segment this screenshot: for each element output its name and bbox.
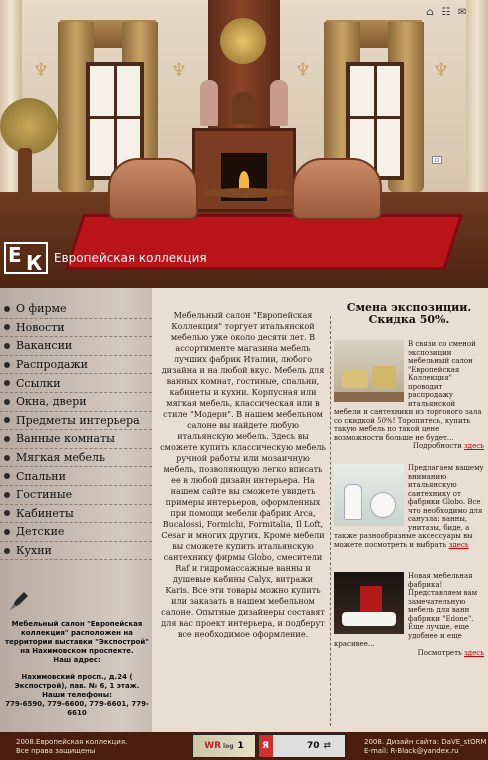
sidebar-item-sales[interactable] xyxy=(0,356,152,375)
bullet-icon xyxy=(4,417,10,423)
rights-line: Все права защищены xyxy=(16,747,96,755)
sidebar-item-offices[interactable] xyxy=(0,505,152,524)
bullet-icon xyxy=(4,455,10,461)
sidebar-item-living-rooms[interactable] xyxy=(0,486,152,505)
news-more xyxy=(334,442,484,451)
statue-right xyxy=(270,80,288,126)
sidebar-item-label: Вакансии xyxy=(16,339,73,353)
bullet-icon xyxy=(4,492,10,498)
news-more xyxy=(334,649,484,658)
counter-label: WR xyxy=(204,740,222,751)
candle-sconce-icon: ♆ xyxy=(294,60,312,81)
address-block xyxy=(2,620,152,718)
bullet-icon xyxy=(4,324,10,330)
bullet-icon xyxy=(4,362,10,368)
header-banner xyxy=(0,0,488,288)
address-label: Наш адрес: xyxy=(53,656,101,664)
mantel-clock xyxy=(232,92,256,124)
yandex-counter[interactable] xyxy=(258,734,346,758)
sidebar-item-bathrooms[interactable] xyxy=(0,430,152,449)
fountain-pen-icon xyxy=(6,586,34,614)
column-divider xyxy=(330,316,331,726)
bullet-icon xyxy=(4,306,10,312)
webrating-counter[interactable] xyxy=(192,734,256,758)
coat-of-arms-decor xyxy=(220,18,266,64)
bullet-icon xyxy=(4,473,10,479)
home-icon[interactable]: ⌂ xyxy=(426,7,434,18)
about-article: Мебельный салон "Европейская Коллекция" торгует итальянской мебелью уже около десяти лет. В ассортименте магазина мебель лучших фабрик Италии, любого дизайна и на любой вкус. Мебель для ванных комнат, гостиные, спальни, кабинеты и кухни. Корпусная или мягкая мебель, классическая или в стиле "Модерн". В нашем мебельном салоне вы найдете любую итальянскую мебель. Здесь вы сможете купить классическую мебель ручной работы или мозаичную мебель, позволяющую легко вписать ее в любой дизайн интерьера. На нашем сайте вы сможете увидеть примеры интерьеров, оформленных при помощи мебели фабрик Arca, Bucalossi, Formichi, Formitalia, Il Loft, Cesar и многих других. Кроме мебели вы сможете купить итальянскую сантехнику фирмы Globo, смесители Raf и гидромассажные ванны и душевые кабины Calyx, витражи Karis. Все эти товары можно купить или заказать в нашем мебельном салоне. Опытные дизайнеры составят для вас проект интерьера, и подберут все необходимое оформление. xyxy=(160,310,326,639)
refresh-icon: ⇄ xyxy=(323,740,332,751)
phones-label: Наши телефоны: xyxy=(42,691,112,699)
sidebar-item-label: Распродажи xyxy=(16,358,88,372)
logo-text: Европейская коллекция xyxy=(54,251,207,265)
counter-sublabel: log xyxy=(223,742,234,750)
armchair-right xyxy=(292,158,382,220)
news-image-living-room[interactable] xyxy=(334,340,404,402)
news-item-edone xyxy=(334,572,484,657)
bullet-icon xyxy=(4,343,10,349)
design-credit: 2008. Дизайн сайта: DaVE_stORM xyxy=(364,738,487,746)
design-email[interactable]: E-mail: R-Black@yandex.ru xyxy=(364,747,459,755)
news-item-sale xyxy=(334,340,484,451)
bullet-icon xyxy=(4,548,10,554)
bullet-icon xyxy=(4,399,10,405)
news-text: Новая мебельная фабрика! Представляем вам замечательную мебель для ванн фабрики "Edone". Еще лучше, еще удобнее и еще красивее... xyxy=(334,572,478,648)
plant-decor xyxy=(0,98,58,154)
statue-left xyxy=(200,80,218,126)
sidebar-item-about[interactable] xyxy=(0,300,152,319)
counter-badges xyxy=(192,734,346,758)
sidebar-item-kitchens[interactable] xyxy=(0,542,152,561)
bullet-icon xyxy=(4,436,10,442)
promo-title: Смена экспозиции. Скидка 50%. xyxy=(346,301,472,326)
news-more-link[interactable]: здесь xyxy=(463,442,484,450)
main-content xyxy=(152,288,488,732)
footer-copyright xyxy=(16,738,127,756)
fireplace xyxy=(192,128,296,212)
sidebar-item-label: Кабинеты xyxy=(16,506,74,520)
sidebar-nav xyxy=(0,288,152,560)
footer xyxy=(0,732,488,760)
sidebar-item-windows-doors[interactable] xyxy=(0,393,152,412)
wall-pillar-right xyxy=(466,0,488,210)
bullet-icon xyxy=(4,380,10,386)
copyright-line: 2008.Европейская коллекция. xyxy=(16,738,128,746)
sidebar-item-label: Окна, двери xyxy=(16,395,87,409)
counter-value: 1 xyxy=(237,740,244,751)
sidebar-item-interior[interactable] xyxy=(0,412,152,431)
scene-toggle-button[interactable]: ▫ xyxy=(432,156,442,164)
news-text: Предлагаем вашему вниманию итальянскую сантехнику от фабрики Globo. Все что необходимо для санузла: ванны, унитазы, биде, а также разнообразные аксессуары вы можете посмотреть и выбрать xyxy=(334,464,484,549)
footer-credits xyxy=(364,738,486,756)
candle-sconce-icon: ♆ xyxy=(432,60,450,81)
news-item-globo xyxy=(334,464,484,549)
sidebar-item-label: О фирме xyxy=(16,302,67,316)
bullet-icon xyxy=(4,510,10,516)
coffee-table xyxy=(204,188,288,198)
counter-label: Я xyxy=(262,740,269,751)
sidebar-item-kids[interactable] xyxy=(0,523,152,542)
candle-sconce-icon: ♆ xyxy=(170,60,188,81)
sidebar-item-bedrooms[interactable] xyxy=(0,467,152,486)
news-more-link[interactable]: здесь xyxy=(463,648,484,657)
sidebar-item-label: Новости xyxy=(16,320,65,334)
news-more-prefix: Подробности xyxy=(412,442,462,450)
logo-mark xyxy=(4,242,48,274)
sidebar-item-vacancies[interactable] xyxy=(0,337,152,356)
armchair-left xyxy=(108,158,198,220)
sitemap-icon[interactable]: ☷ xyxy=(441,7,451,18)
phone-numbers: 779-6590, 779-6600, 779-6601, 779-6610 xyxy=(5,700,149,717)
bullet-icon xyxy=(4,529,10,535)
address-street: Нахимовский просп., д.24 ( Экспострой), пав. № 6, 1 этаж. xyxy=(14,673,140,690)
sidebar-item-label: Ванные комнаты xyxy=(16,432,115,446)
news-image-bathroom[interactable] xyxy=(334,464,404,526)
vase-decor xyxy=(18,148,32,206)
logo-letter-top: Е xyxy=(8,243,22,267)
news-image-edone-bath[interactable] xyxy=(334,572,404,634)
site-logo[interactable] xyxy=(4,242,207,274)
sidebar-item-label: Кухни xyxy=(16,544,52,558)
address-intro: Мебельный салон "Европейская коллекция" расположен на территории выставки "Экспострой" на Нахимовском проспекте. xyxy=(5,620,149,655)
sidebar-item-upholstered[interactable] xyxy=(0,449,152,468)
sidebar xyxy=(0,288,152,732)
sidebar-item-label: Мягкая мебель xyxy=(16,451,106,465)
sidebar-item-label: Ссылки xyxy=(16,376,61,390)
sidebar-item-label: Предметы интерьера xyxy=(16,413,140,427)
news-more-prefix: Посмотреть xyxy=(417,648,462,657)
mail-icon[interactable]: ✉ xyxy=(457,7,467,18)
candle-sconce-icon: ♆ xyxy=(32,60,50,81)
counter-value: 70 xyxy=(306,740,320,751)
top-icon-bar xyxy=(424,8,468,18)
sidebar-item-label: Спальни xyxy=(16,469,66,483)
news-more-link[interactable]: здесь xyxy=(448,540,469,549)
sidebar-item-label: Детские xyxy=(16,525,65,539)
logo-letter-bottom: К xyxy=(26,251,43,275)
news-text: В связи со сменой экспозиции мебельный салон "Европейская Коллекция" проводит распродажу итальянской мебели и сантехники из торгового зала со скидкой 50%! Торопитесь, купить такую мебель по такой цене возможности больше не будет... xyxy=(334,340,482,442)
sidebar-item-news[interactable] xyxy=(0,319,152,338)
sidebar-item-label: Гостиные xyxy=(16,488,73,502)
sidebar-item-links[interactable] xyxy=(0,374,152,393)
